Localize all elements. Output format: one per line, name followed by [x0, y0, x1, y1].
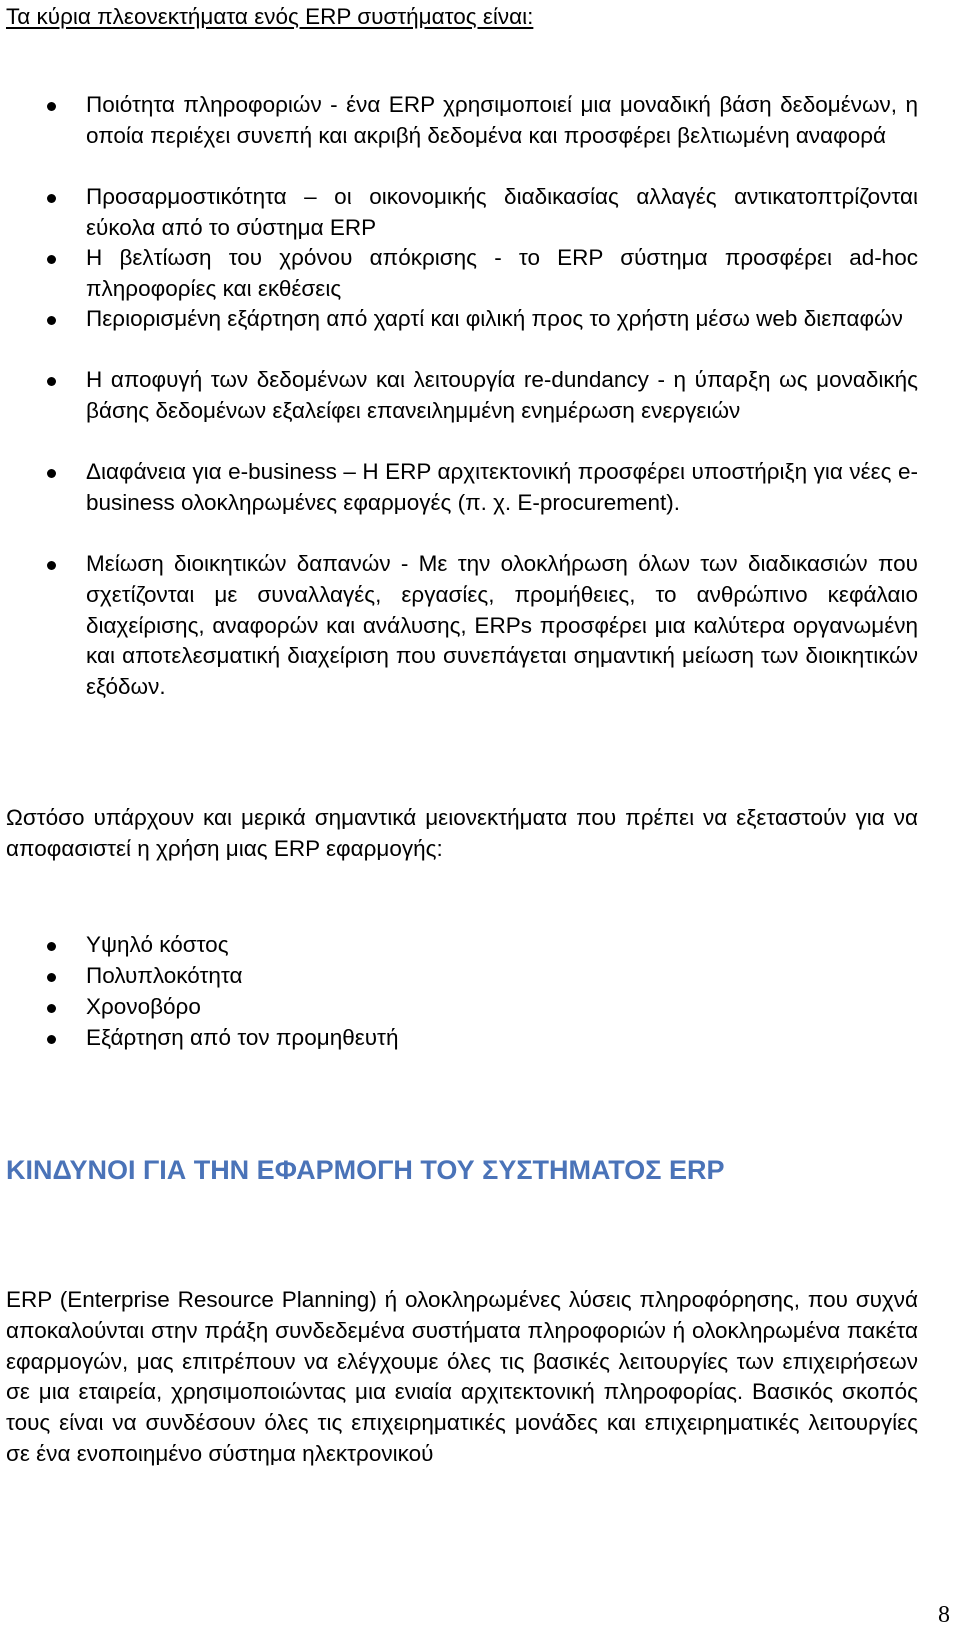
- bullet-icon: [47, 469, 56, 478]
- bullet-icon: [47, 1035, 56, 1044]
- page-number: 8: [938, 1602, 950, 1628]
- advantages-heading: Τα κύρια πλεονεκτήματα ενός ERP συστήματος είναι:: [6, 4, 534, 29]
- bullet-icon: [47, 377, 56, 386]
- list-item-text: Ποιότητα πληροφοριών - ένα ERP χρησιμοποιεί μια μοναδική βάση δεδομένων, η οποία περιέχει συνεπή και ακριβή δεδομένα και προσφέρει βελτιωμένη αναφορά: [86, 92, 918, 148]
- list-item: [0, 243, 918, 304]
- list-item: [0, 961, 918, 992]
- list-item-text: Χρονοβόρο: [86, 994, 201, 1019]
- list-item-text: Πολυπλοκότητα: [86, 963, 243, 988]
- list-item-text: Υψηλό κόστος: [86, 932, 229, 957]
- list-item: [0, 365, 918, 457]
- bullet-icon: [47, 194, 56, 203]
- list-item-text: Μείωση διοικητικών δαπανών - Με την ολοκλήρωση όλων των διαδικασιών που σχετίζονται με συναλλαγές, εργασίες, προμήθειες, το ανθρώπινο κεφάλαιο διαχείρισης, αναφορών και ανάλυσης, ERPs προσφέρει μια καλύτερα οργανωμένη και αποτελεσματική διαχείριση που συνεπάγεται σημαντική μείωση των διοικητικών εξόδων.: [86, 551, 918, 700]
- disadvantages-list: [0, 930, 960, 1054]
- bullet-icon: [47, 973, 56, 982]
- list-item: [0, 90, 918, 182]
- list-item: [0, 1023, 918, 1054]
- advantages-list: [0, 90, 960, 703]
- bullet-icon: [47, 316, 56, 325]
- list-item-text: Διαφάνεια για e-business – Η ERP αρχιτεκτονική προσφέρει υποστήριξη για νέες e-business ολοκληρωμένες εφαρμογές (π. χ. E-procurement).: [86, 459, 918, 515]
- list-item: [0, 549, 918, 703]
- risks-body: ERP (Enterprise Resource Planning) ή ολοκληρωμένες λύσεις πληροφόρησης, που συχνά αποκαλούνται στην πράξη συνδεδεμένα συστήματα πληροφοριών ή ολοκληρωμένα πακέτα εφαρμογών, μας επιτρέπουν να ελέγχουμε όλες τις βασικές λειτουργίες των επιχειρήσεων σε μια εταιρεία, χρησιμοποιώντας μια ενιαία αρχιτεκτονική πληροφορίας. Βασικός σκοπός τους είναι να συνδέσουν όλες τις επιχειρηματικές μονάδες και επιχειρηματικές λειτουργίες σε ένα ενοποιημένο σύστημα ηλεκτρονικού: [6, 1287, 918, 1466]
- list-item: [0, 992, 918, 1023]
- list-item-text: Η βελτίωση του χρόνου απόκρισης - το ERP σύστημα προσφέρει ad-hoc πληροφορίες και εκθέσεις: [86, 245, 918, 301]
- bullet-icon: [47, 942, 56, 951]
- list-item-text: Η αποφυγή των δεδομένων και λειτουργία re-dundancy - η ύπαρξη ως μοναδικής βάσης δεδομένων εξαλείφει επανειλημμένη ενημέρωση ενεργειών: [86, 367, 918, 423]
- bullet-icon: [47, 255, 56, 264]
- list-item: [0, 930, 918, 961]
- list-item-text: Προσαρμοστικότητα – οι οικονομικής διαδικασίας αλλαγές αντικατοπτρίζονται εύκολα από το σύστημα ERP: [86, 184, 918, 240]
- section-title: ΚΙΝΔΥΝΟΙ ΓΙΑ ΤΗΝ ΕΦΑΡΜΟΓΗ ΤΟΥ ΣΥΣΤΗΜΑΤΟΣ ERP: [6, 1155, 725, 1185]
- list-item: [0, 182, 918, 243]
- list-item: [0, 304, 918, 365]
- list-item-text: Εξάρτηση από τον προμηθευτή: [86, 1025, 399, 1050]
- list-item: [0, 457, 918, 549]
- bullet-icon: [47, 102, 56, 111]
- disadvantages-intro: Ωστόσο υπάρχουν και μερικά σημαντικά μειονεκτήματα που πρέπει να εξεταστούν για να αποφασιστεί η χρήση μιας ERP εφαρμογής:: [6, 805, 918, 861]
- bullet-icon: [47, 561, 56, 570]
- list-item-text: Περιορισμένη εξάρτηση από χαρτί και φιλική προς το χρήστη μέσω web διεπαφών: [86, 306, 903, 331]
- bullet-icon: [47, 1004, 56, 1013]
